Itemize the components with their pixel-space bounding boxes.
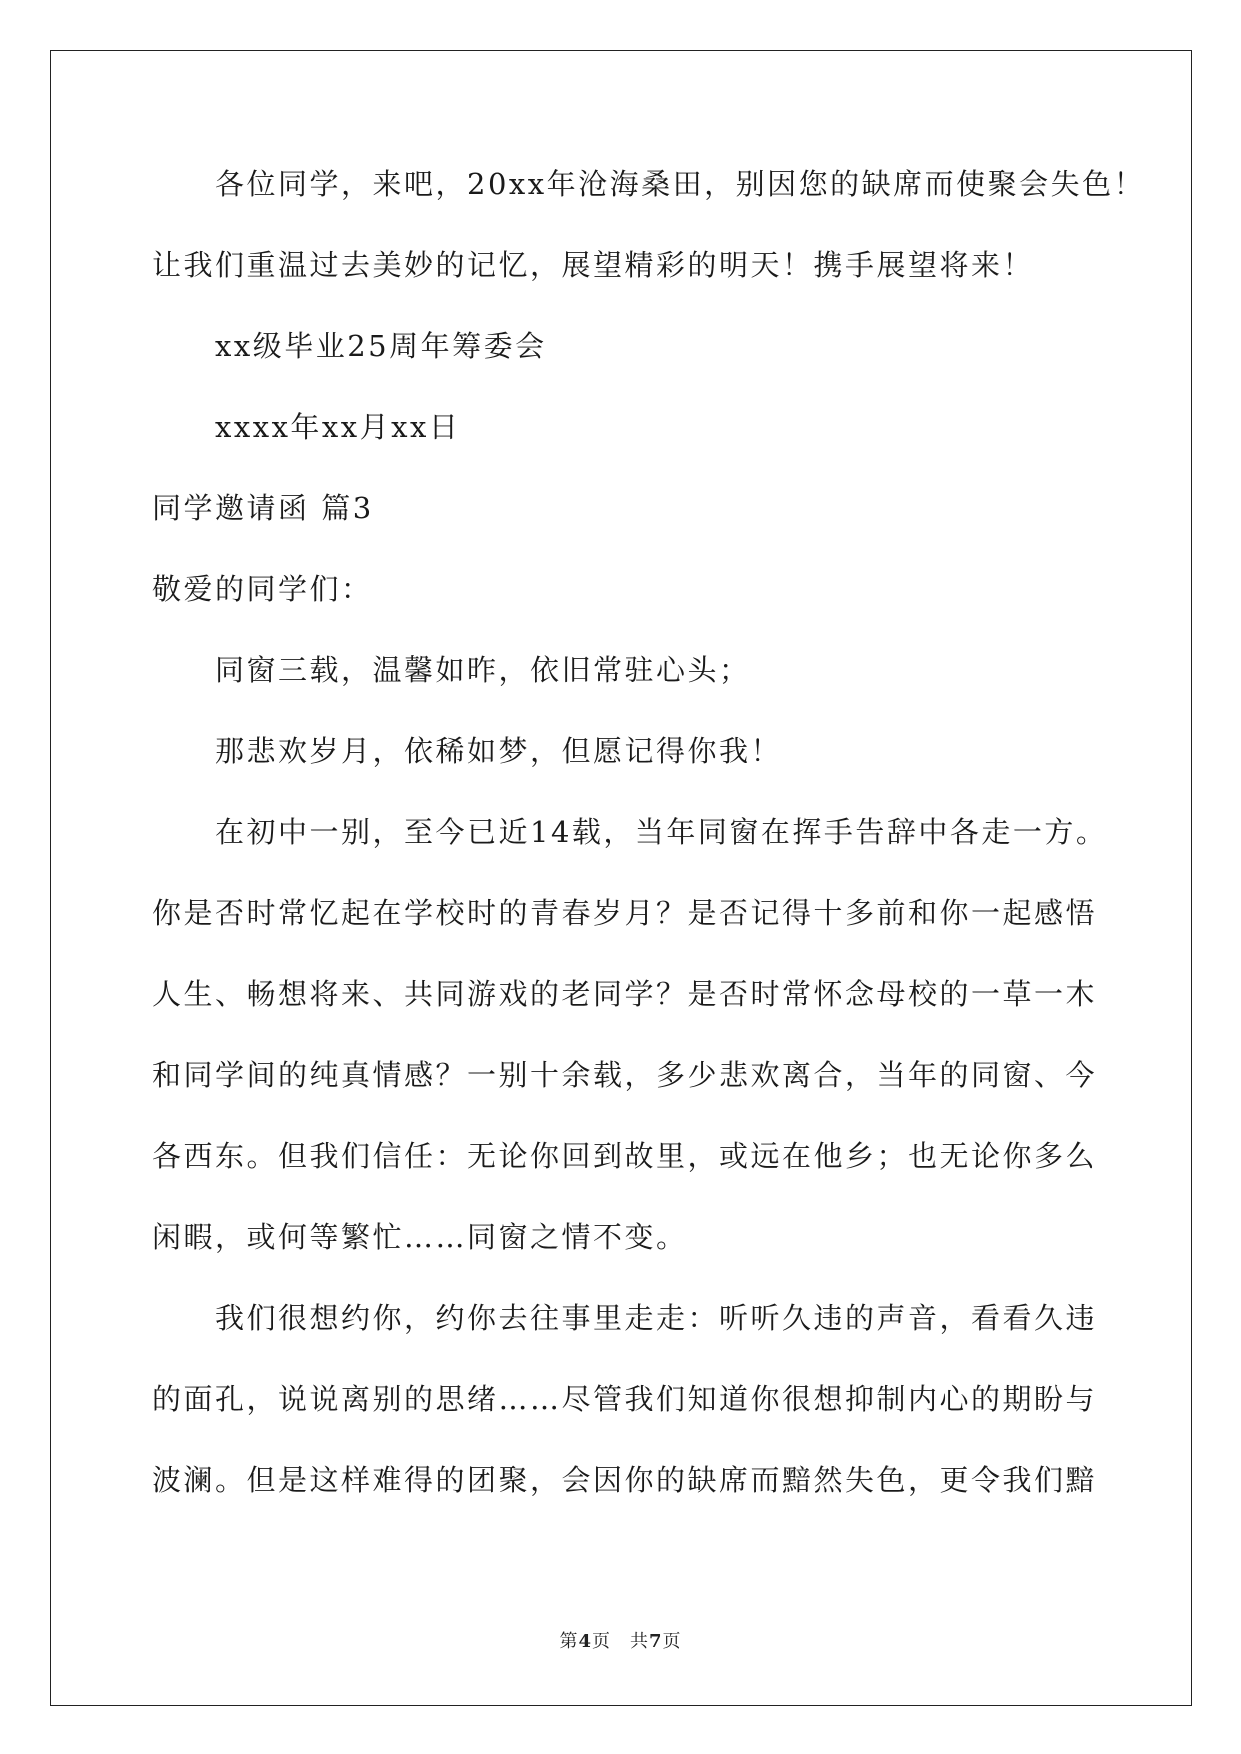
document-body [152,160,1146,1537]
paragraph-line: 和同学间的纯真情感？一别十余载，多少悲欢离合，当年的同窗、今 [152,1058,1098,1092]
total-pages-number: 7 [649,1631,663,1652]
paragraph-line: 同窗三载，温馨如昨，依旧常驻心头； [215,653,751,687]
paragraph-line: 的面孔，说说离别的思绪……尽管我们知道你很想抑制内心的期盼与 [152,1382,1098,1416]
signature-date: xxxx年xx月xx日 [215,410,461,444]
salutation: 敬爱的同学们： [152,572,373,606]
paragraph-line: 各西东。但我们信任：无论你回到故里，或远在他乡；也无论你多么 [152,1139,1098,1173]
signature-organizer: xx级毕业25周年筹委会 [215,329,547,363]
page-footer [0,1627,1241,1653]
paragraph-line: 人生、畅想将来、共同游戏的老同学？是否时常怀念母校的一草一木 [152,977,1098,1011]
footer-prefix: 第 [559,1631,579,1652]
paragraph-line: 波澜。但是这样难得的团聚，会因你的缺席而黯然失色，更令我们黯 [152,1463,1098,1497]
footer-suffix: 页 [662,1631,682,1652]
current-page-number: 4 [578,1631,592,1652]
section-heading: 同学邀请函 篇3 [152,491,374,525]
footer-middle: 页 共 [592,1631,649,1652]
paragraph-line: 让我们重温过去美妙的记忆，展望精彩的明天！携手展望将来！ [152,248,1035,282]
paragraph-line: 我们很想约你，约你去往事里走走：听听久违的声音，看看久违 [215,1301,1098,1335]
paragraph-line: 闲暇，或何等繁忙……同窗之情不变。 [152,1220,688,1254]
paragraph-line: 那悲欢岁月，依稀如梦，但愿记得你我！ [215,734,783,768]
paragraph-line: 各位同学，来吧，20xx年沧海桑田，别因您的缺席而使聚会失色！ [215,167,1146,201]
paragraph-line: 你是否时常忆起在学校时的青春岁月？是否记得十多前和你一起感悟 [152,896,1098,930]
paragraph-line: 在初中一别，至今已近14载，当年同窗在挥手告辞中各走一方。 [215,815,1108,849]
